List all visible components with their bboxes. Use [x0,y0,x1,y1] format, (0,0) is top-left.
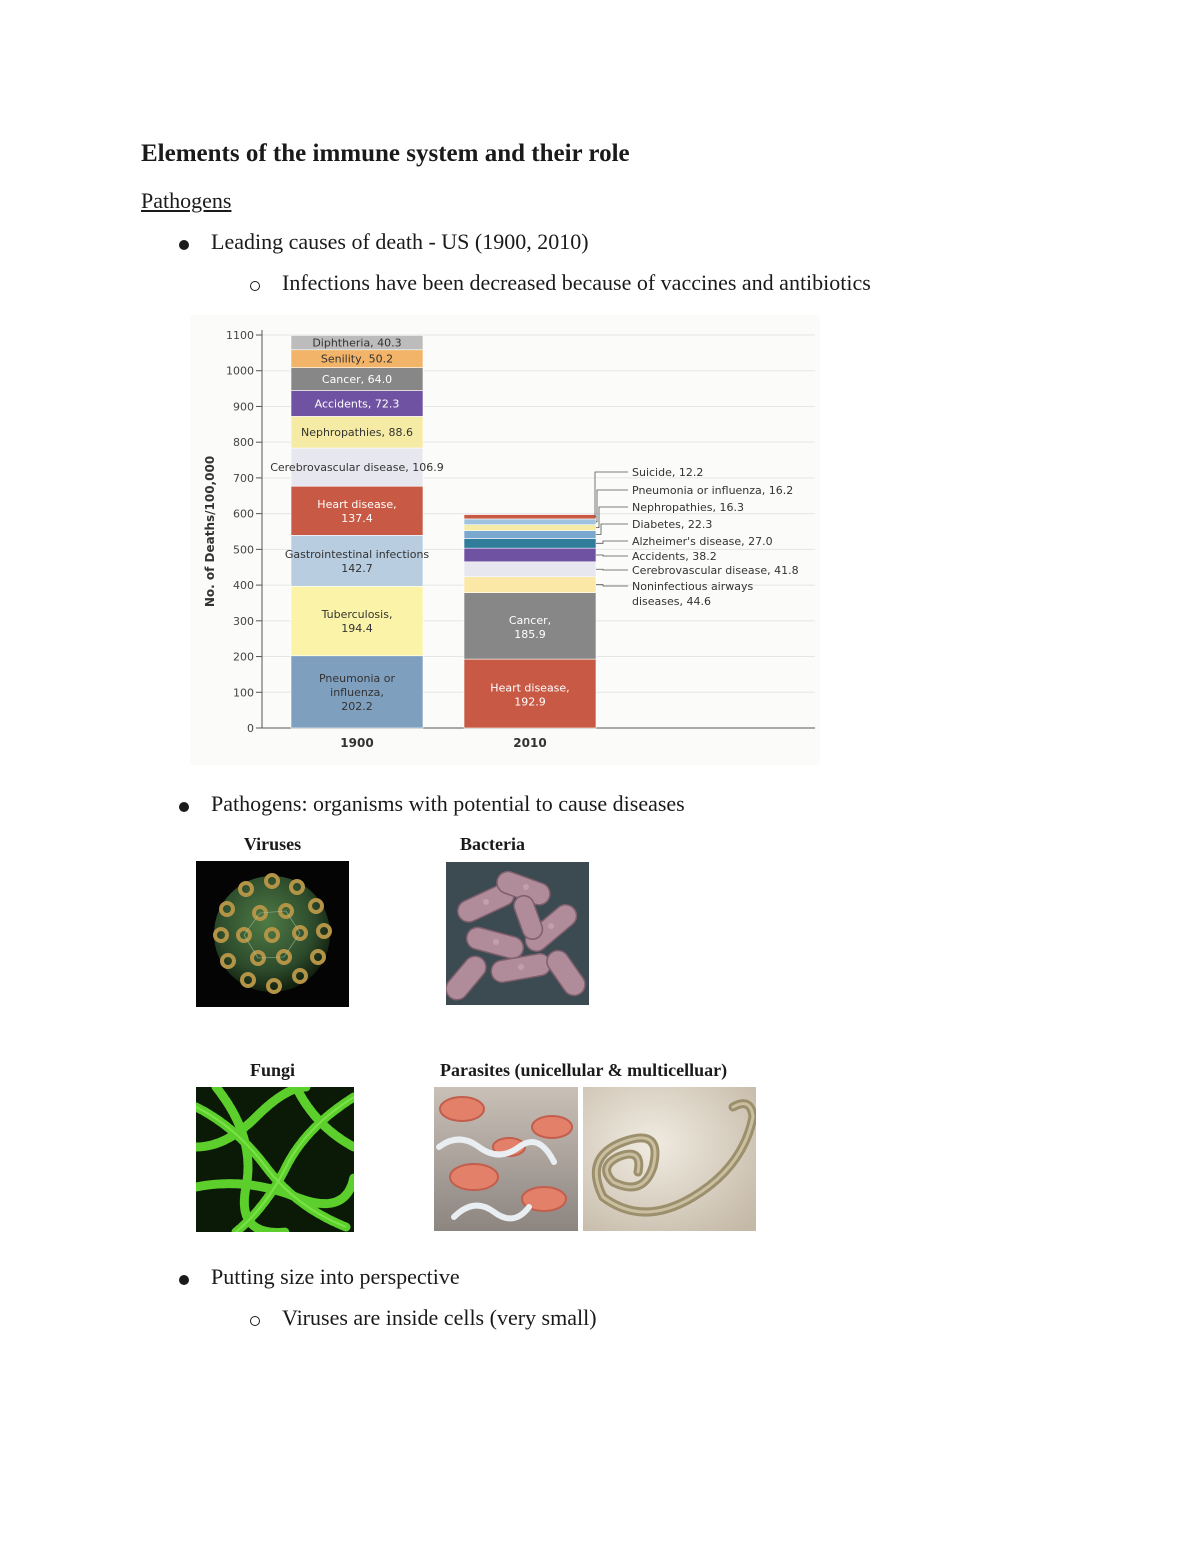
bar-segment-label: Tuberculosis, 194.4 [321,608,393,636]
bullet-size-perspective: Putting size into perspective [211,1264,460,1289]
bar-segment-label: Accidents, 72.3 [314,397,400,411]
x-tick-label: 2010 [513,736,547,750]
bar-segment [464,519,596,525]
bar-segment-label: Gastrointestinal infections 142.7 [284,547,430,575]
y-tick-label: 600 [233,507,254,521]
callout-leader-line [596,524,628,535]
sub-bullet-ring-icon [250,281,260,291]
bar-segment [464,515,596,519]
sub-bullet-ring-icon [250,1316,260,1326]
virus-image [196,861,349,1007]
y-tick-label: 1000 [226,364,254,378]
bar-segment-label: Pneumonia or influenza, 202.2 [318,671,396,713]
callout-label: Nephropathies, 16.3 [632,501,745,514]
sub-bullet-infections: Infections have been decreased because of vaccines and antibiotics [282,270,871,295]
callout-label: Cerebrovascular disease, 41.8 [632,564,799,577]
x-tick-label: 1900 [340,736,374,750]
callout-label: Diabetes, 22.3 [632,518,713,531]
bar-segment-label: Diphtheria, 40.3 [312,336,402,350]
bar-segment [464,531,596,539]
y-tick-label: 200 [233,650,254,664]
bullet-dot-icon [179,240,189,250]
bullet-dot-icon [179,1275,189,1285]
bar-segment [464,539,596,549]
bullet-dot-icon [179,802,189,812]
bar-segment-label: Cancer, 185.9 [508,613,552,641]
y-tick-label: 300 [233,614,254,628]
callout-label: Noninfectious airways diseases, 44.6 [632,580,754,608]
callout-leader-line [596,541,628,543]
fungi-image [196,1087,354,1232]
parasite-multicellular-image [583,1087,756,1231]
bullet-pathogens-definition: Pathogens: organisms with potential to cause diseases [211,791,685,816]
bar-segment [464,577,596,593]
bar-segment [464,525,596,531]
callout-leader-line [596,555,628,556]
page-title: Elements of the immune system and their role [141,140,630,167]
bar-segment [464,548,596,562]
callout-leader-line [595,472,628,517]
callout-label: Alzheimer's disease, 27.0 [632,535,773,548]
bar-segment-label: Senility, 50.2 [320,352,394,366]
callout-label: Accidents, 38.2 [632,550,717,563]
bar-segment-label: Heart disease, 192.9 [490,681,570,709]
label-bacteria: Bacteria [460,834,525,854]
stacked-bar-chart [190,315,820,765]
bar-segment-label: Nephropathies, 88.6 [300,426,414,440]
y-tick-label: 800 [233,436,254,450]
bar-segment [464,562,596,577]
sub-bullet-viruses-inside-cells: Viruses are inside cells (very small) [282,1305,597,1330]
bullet-leading-causes: Leading causes of death - US (1900, 2010) [211,229,589,254]
y-tick-label: 700 [233,471,254,485]
label-viruses: Viruses [243,834,302,854]
y-tick-label: 900 [233,400,254,414]
callout-leader-line [596,569,628,570]
label-fungi: Fungi [249,1060,296,1080]
y-tick-label: 0 [247,722,254,735]
bacteria-image [446,862,589,1005]
y-axis-label: No. of Deaths/100,000 [203,455,217,608]
bar-segment-label: Cancer, 64.0 [321,373,393,387]
callout-label: Suicide, 12.2 [632,466,704,479]
y-tick-label: 100 [233,686,254,700]
y-tick-label: 400 [233,579,254,593]
bar-segment-label: Heart disease, 137.4 [317,497,397,525]
callout-label: Pneumonia or influenza, 16.2 [632,484,794,497]
bar-segment-label: Cerebrovascular disease, 106.9 [270,461,444,475]
y-tick-label: 500 [233,543,254,557]
y-tick-label: 1100 [226,329,254,342]
parasite-unicellular-image [434,1087,578,1231]
death-causes-chart [190,315,820,765]
section-subheading: Pathogens [141,188,232,213]
callout-leader-line [596,490,628,522]
label-parasites: Parasites (unicellular & multicelluar) [440,1060,728,1080]
